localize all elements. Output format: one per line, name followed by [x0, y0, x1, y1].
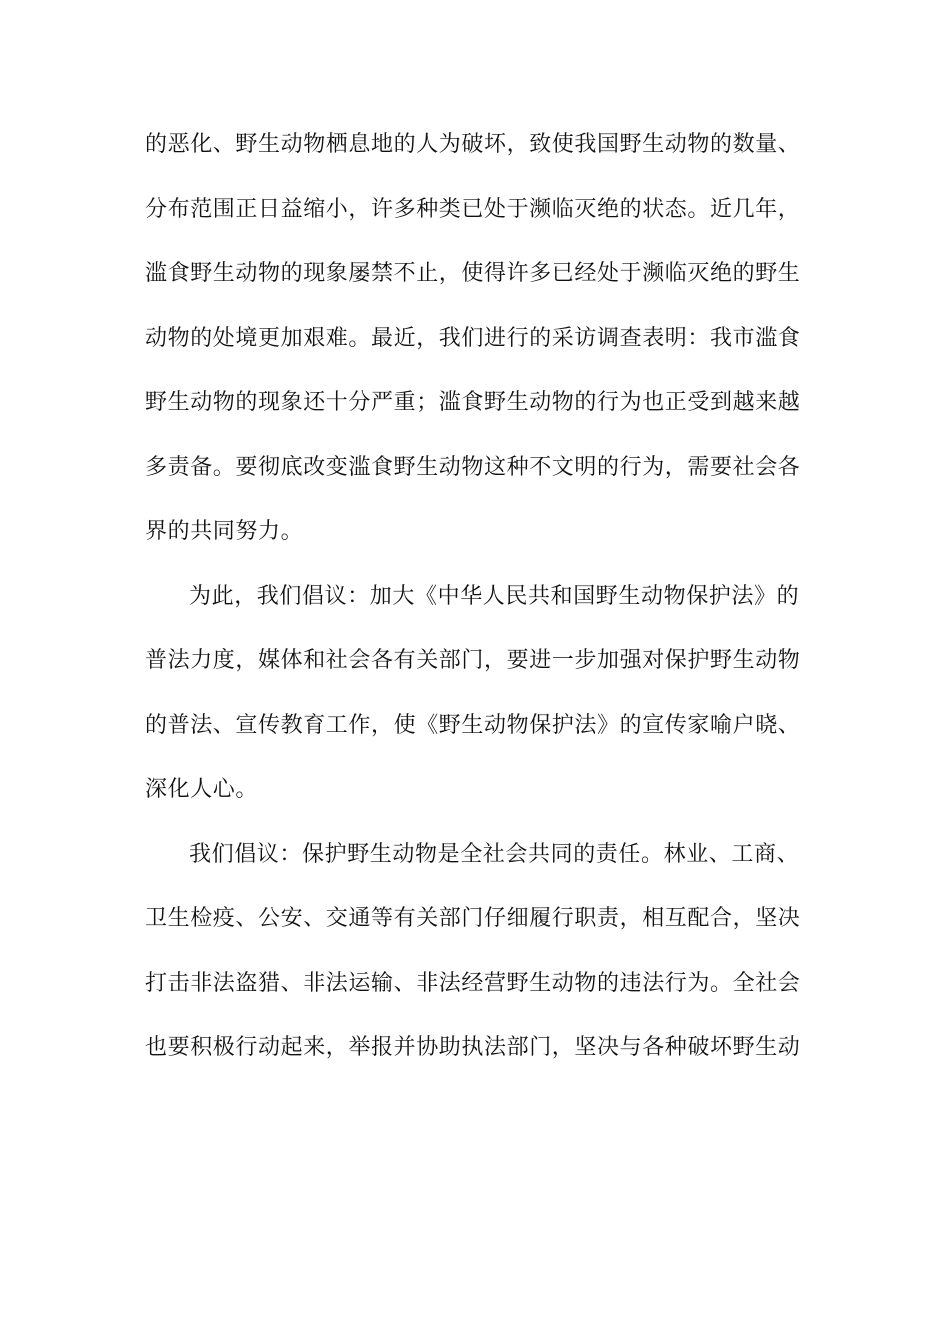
text-line: 的普法、宣传教育工作，使《野生动物保护法》的宣传家喻户晓、	[145, 712, 801, 738]
paragraph-1	[145, 125, 810, 577]
text-line: 的恶化、野生动物栖息地的人为破坏，致使我国野生动物的数量、	[145, 132, 801, 157]
text-line-first: 我们倡议：保护野生动物是全社会共同的责任。林业、工商、	[189, 841, 800, 867]
text-line: 打击非法盗猎、非法运输、非法经营野生动物的违法行为。全社会	[145, 970, 801, 996]
paragraph-3	[145, 835, 810, 1093]
text-line: 分布范围正日益缩小，许多种类已处于濒临灭绝的状态。近几年，	[145, 196, 801, 222]
text-line: 卫生检疫、公安、交通等有关部门仔细履行职责，相互配合，坚决	[145, 906, 801, 931]
text-line: 滥食野生动物的现象屡禁不止，使得许多已经处于濒临灭绝的野生	[145, 261, 801, 286]
text-line-first: 为此，我们倡议：加大《中华人民共和国野生动物保护法》的	[189, 583, 800, 609]
text-line: 动物的处境更加艰难。最近，我们进行的采访调查表明：我市滥食	[145, 325, 801, 351]
text-line: 深化人心。	[145, 777, 259, 802]
text-line: 也要积极行动起来，举报并协助执法部门，坚决与各种破坏野生动	[145, 1035, 801, 1060]
document-body	[145, 125, 810, 1093]
paragraph-2	[145, 577, 810, 835]
text-line: 多责备。要彻底改变滥食野生动物这种不文明的行为，需要社会各	[145, 454, 801, 480]
text-line: 野生动物的现象还十分严重；滥食野生动物的行为也正受到越来越	[145, 390, 801, 415]
text-line: 界的共同努力。	[145, 519, 304, 544]
text-line: 普法力度，媒体和社会各有关部门，要进一步加强对保护野生动物	[145, 648, 801, 673]
